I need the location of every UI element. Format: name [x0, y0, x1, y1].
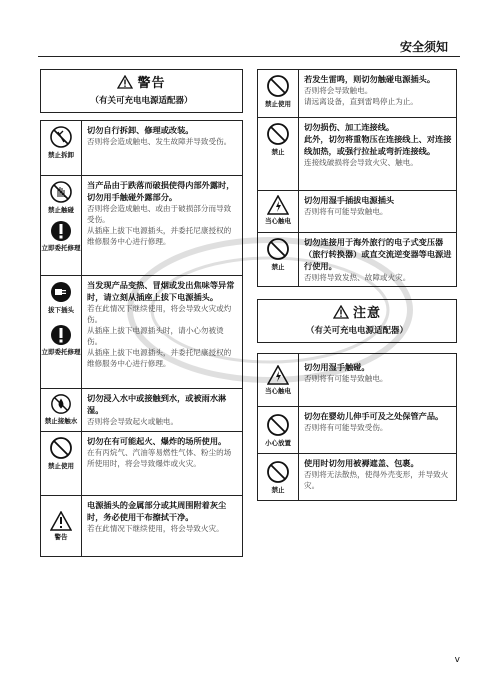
icon-label: 禁止使用 [265, 100, 291, 108]
warning-text: 切勿浸入水中或接触到水，或被雨水淋湿。 [87, 393, 227, 415]
prohibited-icon [266, 122, 290, 146]
no-water-icon [50, 393, 72, 415]
warning-subtext: 否则将导致发热、故障或火灾。 [304, 273, 411, 282]
warning-text: 切勿损伤、加工连接线。 [304, 122, 395, 132]
caution-subtext: 否则将有可能导致受伤。 [304, 423, 388, 432]
warning-text: 当产品由于跌落而破损使得内部外露时，切勿用手触碰外露部分。 [87, 180, 235, 202]
warning-subtext: 从插座上拔下电源插头，并委托尼康授权的维修服务中心进行修理。 [87, 348, 232, 368]
warning-row [41, 431, 242, 495]
warning-table [40, 120, 243, 557]
unplug-icon [49, 280, 73, 304]
caution-subtitle: （有关可充电电源适配器） [305, 326, 408, 336]
page-number: v [454, 655, 460, 665]
warning-section [40, 69, 243, 557]
icon-label: 禁止 [271, 263, 285, 271]
caution-header [257, 299, 457, 343]
warning-text: 此外，切勿将重物压在连接线上、对连接线加热，或强行拉扯或弯折连接线。 [304, 134, 452, 156]
prohibited-icon [266, 74, 290, 98]
caution-subtext: 否则将有可能导致触电。 [304, 374, 388, 383]
warning-text: 切勿自行拆卸、修理或改装。 [87, 125, 194, 135]
warning-text: 切勿连接用于海外旅行的电子式变压器（旅行转换器）或直交流逆变器等电源进行使用。 [304, 237, 452, 271]
warning-row [258, 232, 456, 286]
warning-subtext: 否则将会导致起火或触电。 [87, 417, 179, 426]
icon-label: 禁止触碰 [48, 206, 74, 214]
warning-header [40, 69, 243, 113]
warning-subtext: 否则将会造成触电、或由于破损部分而导致受伤。 [87, 204, 232, 224]
caution-text: 切勿在婴幼儿伸手可及之处保管产品。 [304, 411, 444, 421]
prohibited-icon [266, 460, 290, 484]
warning-triangle-icon [117, 75, 133, 89]
caution-row [258, 453, 456, 500]
warning-text: 切勿在有可能起火、爆炸的场所使用。 [87, 436, 227, 446]
icon-label: 禁止 [271, 486, 285, 494]
icon-label: 禁止 [271, 148, 285, 156]
warning-text: 切勿用湿手插拔电源插头 [304, 195, 395, 205]
warning-row [41, 275, 242, 388]
warning-text: 若发生雷鸣，则切勿触碰电源插头。 [304, 74, 436, 84]
warning-row [41, 495, 242, 556]
caution-row [258, 354, 456, 406]
warning-subtext: 否则将会导致触电。 [304, 86, 373, 95]
exclamation-icon [50, 220, 72, 242]
warning-row [41, 121, 242, 175]
page-header-title: 安全须知 [399, 40, 448, 54]
icon-label: 小心放置 [265, 439, 291, 447]
warning-subtext: 否则将有可能导致触电。 [304, 207, 388, 216]
electric-shock-icon [267, 195, 289, 215]
icon-label: 禁止接触水 [44, 417, 78, 425]
warning-row [258, 190, 456, 232]
icon-label: 当心触电 [265, 387, 291, 395]
warning-title: 警告 [137, 76, 166, 91]
caution-subtext: 否则将无法散热，使得外壳变形，并导致火灾。 [304, 470, 449, 490]
exclamation-icon [50, 324, 72, 346]
warning-row [41, 388, 242, 431]
icon-label: 禁止使用 [48, 462, 74, 470]
prohibited-icon [49, 436, 73, 460]
no-disassemble-icon [49, 125, 73, 149]
warning-subtext: 从插座上拔下电源插头时，请小心勿被烫伤。 [87, 326, 224, 346]
warning-text: 电源插头的金属部分或其周围附着灰尘时，务必使用干布擦拭干净。 [87, 500, 227, 522]
caution-row [258, 406, 456, 453]
warning-row [258, 70, 456, 117]
prohibited-icon [266, 237, 290, 261]
caution-title: 注意 [352, 306, 381, 321]
caution-table [257, 353, 457, 501]
warning-subtext: 否则将会造成触电、发生故障并导致受伤。 [87, 137, 232, 146]
icon-label: 禁止拆卸 [48, 151, 74, 159]
warning-subtext: 连接线破损将会导致火灾、触电。 [304, 158, 418, 167]
right-column [257, 69, 457, 501]
warning-subtext: 若在此情况下继续使用，将会导致火灾。 [87, 524, 224, 533]
warning-subtext: 在有丙烷气、汽油等易燃性气体、粉尘的场所使用时，将会导致爆炸或火灾。 [87, 448, 232, 468]
no-touch-icon [49, 180, 73, 204]
icon-label: 拔下插头 [48, 306, 74, 314]
warning-triangle-icon [50, 511, 72, 531]
warning-subtext: 若在此情况下继续使用，将会导致火灾或灼伤。 [87, 304, 232, 324]
warning-subtext: 请远离设备，直到雷鸣停止为止。 [304, 97, 418, 106]
header-rule [38, 56, 460, 57]
icon-label: 警告 [54, 533, 68, 541]
caution-text: 切勿用湿手触碰。 [304, 362, 370, 372]
warning-subtext: 从插座上拔下电源插头，并委托尼康授权的维修服务中心进行修理。 [87, 226, 232, 246]
warning-subtitle: （有关可充电电源适配器） [90, 96, 193, 106]
caution-triangle-icon [333, 305, 349, 319]
warning-table-continued [257, 69, 457, 287]
warning-row [258, 117, 456, 190]
electric-shock-icon [267, 365, 289, 385]
prohibited-icon [266, 413, 290, 437]
icon-label: 立即委托修理 [41, 244, 81, 252]
icon-label: 立即委托修理 [41, 348, 81, 356]
warning-row [41, 175, 242, 275]
icon-label: 当心触电 [265, 217, 291, 225]
warning-text: 当发现产品变热、冒烟或发出焦味等异常时，请立刻从插座上拔下电源插头。 [87, 280, 235, 302]
caution-text: 使用时切勿用被褥遮盖、包裹。 [304, 458, 419, 468]
